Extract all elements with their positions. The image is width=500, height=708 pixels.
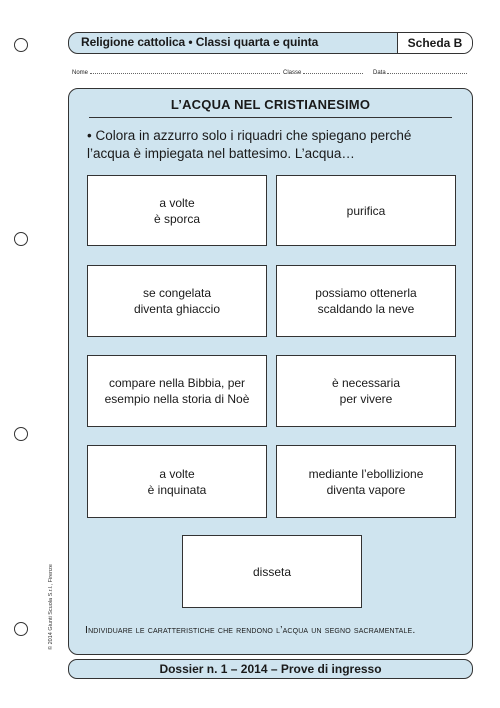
teacher-footnote: Individuare le caratteristiche che rendono l’acqua un segno sacramentale. [85, 624, 416, 636]
class-field[interactable] [283, 68, 363, 76]
name-field[interactable] [72, 68, 280, 76]
card-1[interactable]: a volte è sporca [87, 175, 267, 246]
name-label: Nome [72, 70, 89, 76]
card-8[interactable]: mediante l’ebollizione diventa vapore [276, 445, 456, 518]
card-5[interactable]: compare nella Bibbia, per esempio nella storia di Noè [87, 355, 267, 427]
header-title: Religione cattolica • Classi quarta e quinta [81, 35, 319, 49]
card-2[interactable]: purifica [276, 175, 456, 246]
instruction-text: • Colora in azzurro solo i riquadri che spiegano perché l’acqua è impiegata nel battesimo. L’acqua… [87, 128, 412, 161]
card-6[interactable]: è necessaria per vivere [276, 355, 456, 427]
card-4[interactable]: possiamo ottenerla scaldando la neve [276, 265, 456, 337]
scheda-label: Scheda B [397, 33, 472, 53]
binder-hole-4 [14, 622, 28, 636]
class-label: Classe [283, 70, 302, 76]
title-divider [89, 117, 452, 118]
card-3[interactable]: se congelata diventa ghiaccio [87, 265, 267, 337]
header-bar [68, 32, 473, 54]
binder-hole-3 [14, 427, 28, 441]
worksheet-title: L’ACQUA NEL CRISTIANESIMO [170, 97, 371, 112]
copyright-text: © 2014 Giunti Scuola S.r.l., Firenze [48, 564, 54, 650]
binder-hole-2 [14, 232, 28, 246]
date-label: Data [373, 70, 386, 76]
date-field[interactable] [373, 68, 467, 76]
worksheet-panel [68, 88, 473, 655]
binder-hole-1 [14, 38, 28, 52]
card-9[interactable]: disseta [182, 535, 362, 608]
footer-bar [68, 659, 473, 679]
footer-text: Dossier n. 1 – 2014 – Prove di ingresso [159, 662, 382, 676]
card-7[interactable]: a volte è inquinata [87, 445, 267, 518]
